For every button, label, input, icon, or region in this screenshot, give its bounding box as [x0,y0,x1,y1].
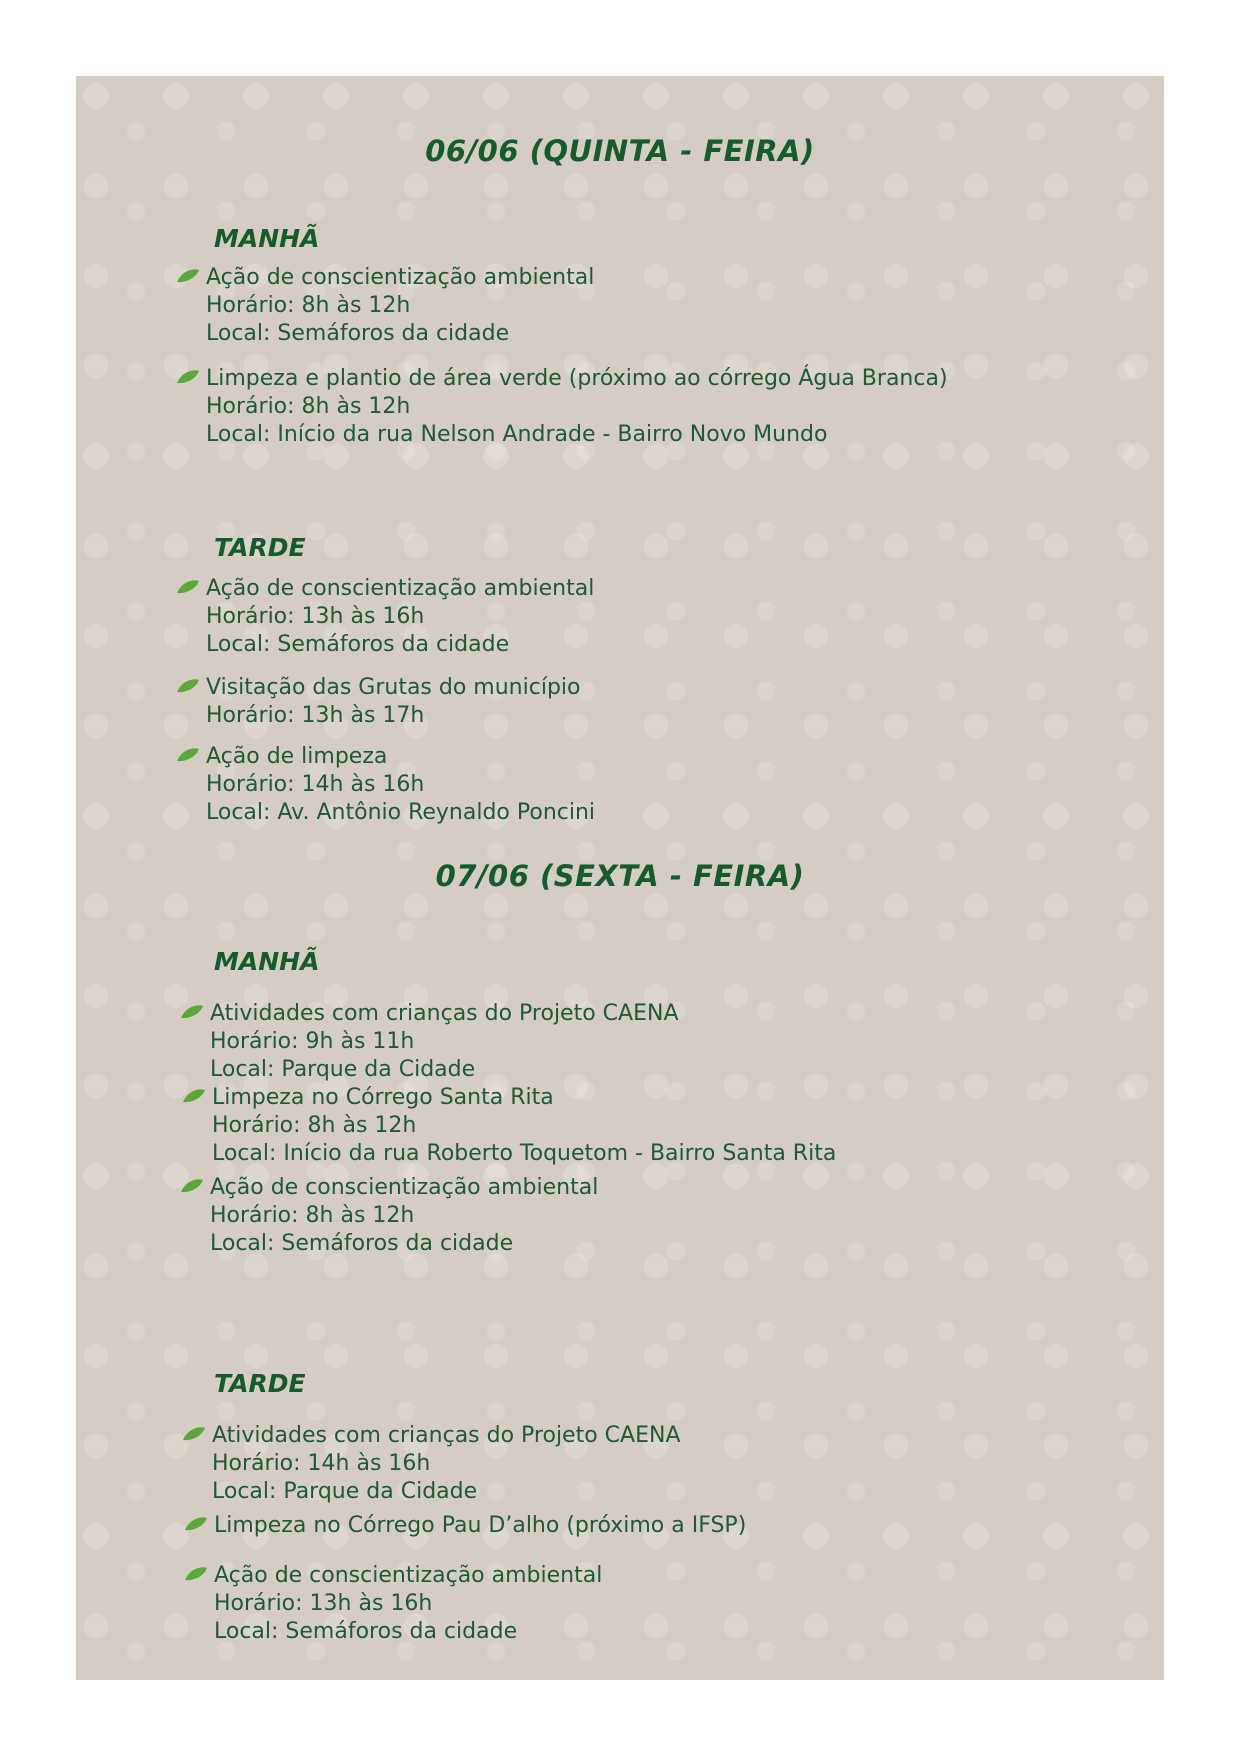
period-heading: TARDE [214,1369,306,1398]
leaf-icon [182,1426,206,1442]
item-location: Local: Semáforos da cidade [206,632,510,657]
period-heading: TARDE [214,533,306,562]
item-title: Visitação das Grutas do município [206,675,581,700]
day-title: 06/06 (QUINTA - FEIRA) [425,134,815,168]
item-location: Local: Início da rua Roberto Toquetom - Bairro Santa Rita [212,1141,837,1166]
list-item [206,743,595,827]
leaf-icon [180,1004,204,1020]
item-time: Horário: 14h às 16h [206,772,425,797]
leaf-icon [184,1516,208,1532]
leaf-icon [176,678,200,694]
item-title: Ação de conscientização ambiental [206,265,595,290]
leaf-icon [176,369,200,385]
item-title: Ação de limpeza [206,744,388,769]
period-heading: MANHÃ [214,947,320,976]
item-time: Horário: 14h às 16h [212,1451,431,1476]
leaf-icon [182,1088,206,1104]
item-time: Horário: 8h às 12h [206,394,411,419]
list-item [206,264,594,348]
item-title: Ação de conscientização ambiental [210,1175,599,1200]
schedule-poster [76,76,1164,1680]
item-time: Horário: 13h às 16h [206,604,425,629]
item-time: Horário: 13h às 16h [214,1591,433,1616]
leaf-icon [176,268,200,284]
list-item [214,1562,602,1646]
list-item [212,1422,681,1506]
item-location: Local: Início da rua Nelson Andrade - Bairro Novo Mundo [206,422,828,447]
item-time: Horário: 8h às 12h [212,1113,417,1138]
list-item [210,1174,598,1258]
leaf-icon [176,579,200,595]
item-time: Horário: 9h às 11h [210,1029,415,1054]
leaf-icon [184,1566,208,1582]
item-time: Horário: 8h às 12h [210,1203,415,1228]
period-heading: MANHÃ [214,224,320,253]
item-title: Limpeza no Córrego Pau D’alho (próximo a IFSP) [214,1513,747,1538]
item-title: Ação de conscientização ambiental [206,576,595,601]
item-location: Local: Semáforos da cidade [206,321,510,346]
item-location: Local: Av. Antônio Reynaldo Poncini [206,800,596,825]
item-time: Horário: 13h às 17h [206,703,425,728]
item-location: Local: Parque da Cidade [212,1479,478,1504]
item-title: Ação de conscientização ambiental [214,1563,603,1588]
item-location: Local: Parque da Cidade [210,1057,476,1082]
item-title: Limpeza e plantio de área verde (próximo ao córrego Água Branca) [206,366,948,391]
list-item [212,1084,836,1168]
leaf-icon [180,1178,204,1194]
item-time: Horário: 8h às 12h [206,293,411,318]
day-title: 07/06 (SEXTA - FEIRA) [435,859,805,893]
item-title: Limpeza no Córrego Santa Rita [212,1085,554,1110]
item-location: Local: Semáforos da cidade [214,1619,518,1644]
item-location: Local: Semáforos da cidade [210,1231,514,1256]
leaf-icon [176,747,200,763]
list-item [206,575,594,659]
list-item [214,1512,746,1540]
item-title: Atividades com crianças do Projeto CAENA [212,1423,681,1448]
item-title: Atividades com crianças do Projeto CAENA [210,1001,679,1026]
list-item [210,1000,679,1084]
list-item [206,674,580,730]
list-item [206,365,948,449]
